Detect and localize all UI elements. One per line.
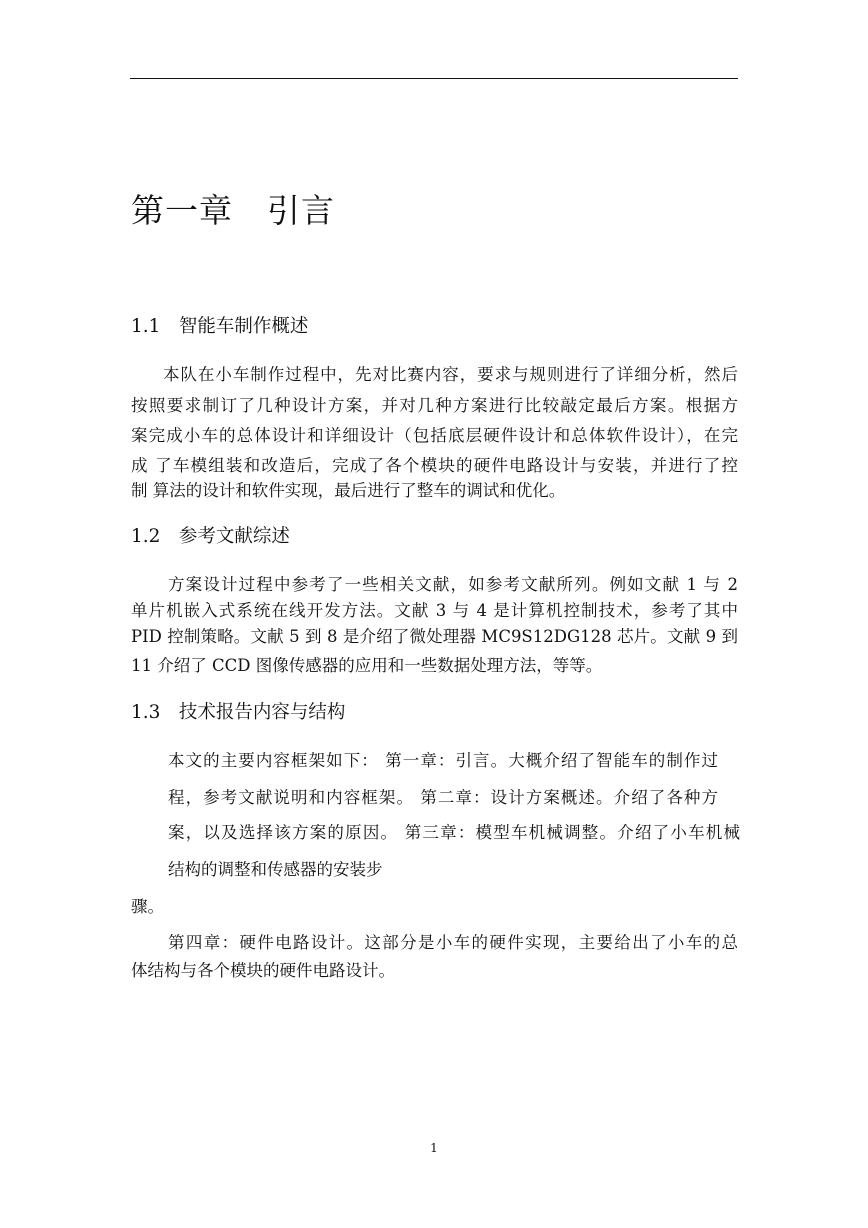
- paragraph-line: 程，参考文献说明和内容框架。 第二章：设计方案概述。介绍了各种方: [168, 788, 718, 807]
- paragraph-line: 成 了车模组装和改造后，完成了各个模块的硬件电路设计与安装，并进行了控: [131, 456, 738, 475]
- section-heading-1-3: 1.3 技术报告内容与结构: [131, 702, 346, 723]
- paragraph-line: 制 算法的设计和软件实现，最后进行了整车的调试和优化。: [131, 481, 566, 500]
- paragraph-line: 本文的主要内容框架如下： 第一章：引言。大概介绍了智能车的制作过: [168, 751, 718, 770]
- paragraph-line: 案，以及选择该方案的原因。 第三章：模型车机械调整。介绍了小车机械: [168, 823, 740, 842]
- section-heading-1-2: 1.2 参考文献综述: [131, 526, 290, 547]
- header-rule: [130, 78, 738, 79]
- paragraph-line: 按照要求制订了几种设计方案，并对几种方案进行比较敲定最后方案。根据方: [131, 396, 738, 415]
- paragraph-line: 骤。: [131, 897, 164, 916]
- chapter-title: 第一章 引言: [131, 191, 335, 230]
- paragraph-line: 本队在小车制作过程中，先对比赛内容，要求与规则进行了详细分析，然后: [163, 365, 738, 384]
- section-heading-1-1: 1.1 智能车制作概述: [131, 316, 309, 337]
- paragraph-line: 第四章：硬件电路设计。这部分是小车的硬件实现，主要给出了小车的总: [168, 933, 738, 952]
- paragraph-line: 体结构与各个模块的硬件电路设计。: [131, 961, 395, 980]
- paragraph-line: PID 控制策略。文献 5 到 8 是介绍了微处理器 MC9S12DG128 芯片。文献 9 到: [131, 627, 738, 646]
- paragraph-line: 结构的调整和传感器的安装步: [168, 860, 383, 879]
- page-number: 1: [430, 1141, 438, 1155]
- paragraph-line: 案完成小车的总体设计和详细设计（包括底层硬件设计和总体软件设计），在完: [131, 426, 738, 445]
- paragraph-line: 方案设计过程中参考了一些相关文献，如参考文献所列。例如文献 1 与 2: [168, 575, 738, 594]
- paragraph-line: 单片机嵌入式系统在线开发方法。文献 3 与 4 是计算机控制技术，参考了其中: [131, 601, 738, 620]
- paragraph-line: 11 介绍了 CCD 图像传感器的应用和一些数据处理方法，等等。: [131, 656, 603, 675]
